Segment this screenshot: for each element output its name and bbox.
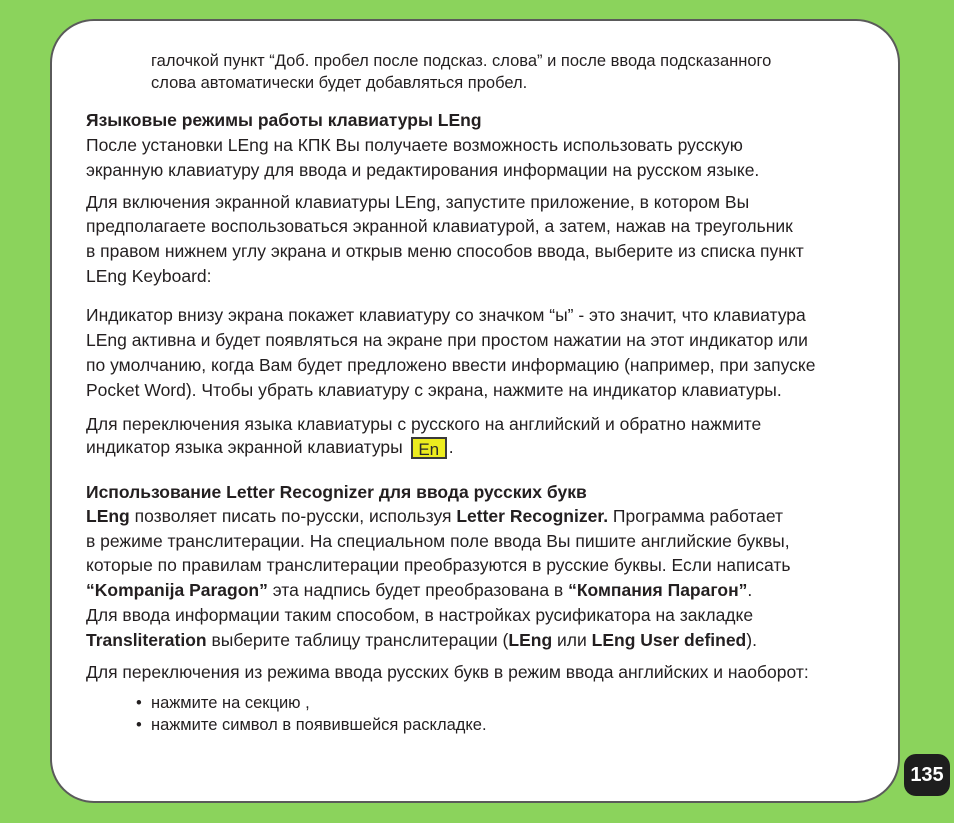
intro-line-1: галочкой пункт “Доб. пробел после подсказ. слова” и после ввода подсказанного <box>151 52 772 70</box>
text: эта надпись будет преобразована в <box>267 580 569 600</box>
list-item: • нажмите символ в появившейся раскладке. <box>136 716 487 734</box>
page-number: 135 <box>904 754 950 796</box>
bold-text: Transliteration <box>86 630 207 650</box>
section1-para3-line: по умолчанию, когда Вам будет предложено ввести информацию (например, при запуске <box>86 355 816 375</box>
language-indicator-icon: En <box>411 437 447 459</box>
section2-line-7: Для переключения из режима ввода русских букв в режим ввода английских и наоборот: <box>86 662 809 682</box>
section1-para2-line: LEng Keyboard: <box>86 266 212 286</box>
text: . <box>747 580 753 600</box>
section2-line-2: в режиме транслитерации. На специальном поле ввода Вы пишите английские буквы, <box>86 531 790 551</box>
text: выберите таблицу транслитерации ( <box>206 630 509 650</box>
para4-end: . <box>448 437 454 457</box>
section2-heading: Использование Letter Recognizer для ввода русских букв <box>86 482 587 502</box>
section1-para1-line: экранную клавиатуру для ввода и редактирования информации на русском языке. <box>86 160 760 180</box>
text: позволяет писать по-русски, используя <box>129 506 457 526</box>
section2-line-4 <box>86 578 752 603</box>
section1-para2-line: предполагаете воспользоваться экранной клавиатурой, а затем, нажав на треугольник <box>86 216 793 236</box>
intro-line-2: слова автоматически будет добавляться пробел. <box>151 74 528 92</box>
list-item-text: нажмите на секцию , <box>150 694 310 712</box>
para4-text: индикатор языка экранной клавиатуры <box>86 437 403 457</box>
list-item-text: нажмите символ в появившейся раскладке. <box>150 716 487 734</box>
section1-para3-line: Индикатор внизу экрана покажет клавиатуру со значком “ы” - это значит, что клавиатура <box>86 305 806 325</box>
section1-para1-line: После установки LEng на КПК Вы получаете возможность использовать русскую <box>86 135 743 155</box>
section1-para3-line: Pocket Word). Чтобы убрать клавиатуру с экрана, нажмите на индикатор клавиатуры. <box>86 380 782 400</box>
section2-line-5: Для ввода информации таким способом, в настройках русификатора на закладке <box>86 605 754 625</box>
section1-para2-line: Для включения экранной клавиатуры LEng, запустите приложение, в котором Вы <box>86 192 750 212</box>
bold-text: LEng <box>86 506 130 526</box>
bold-text: LEng <box>508 630 553 650</box>
bold-text: “Kompanija Paragon” <box>86 580 268 600</box>
section2-line-6 <box>86 628 757 653</box>
bold-text: “Компания Парагон” <box>568 580 748 600</box>
section1-para2-line: в правом нижнем углу экрана и открыв меню способов ввода, выберите из списка пункт <box>86 241 804 261</box>
section2-line-1 <box>86 504 783 529</box>
bold-text: LEng User defined <box>591 630 747 650</box>
text: Программа работает <box>608 506 784 526</box>
list-item: • нажмите на секцию , <box>136 694 310 712</box>
text: или <box>552 630 592 650</box>
text: ). <box>746 630 757 650</box>
section2-line-3: которые по правилам транслитерации преобразуются в русские буквы. Если написать <box>86 555 791 575</box>
section1-para4-line-1: Для переключения языка клавиатуры с русского на английский и обратно нажмите <box>86 414 762 434</box>
section1-heading: Языковые режимы работы клавиатуры LEng <box>86 110 482 130</box>
section1-para4-line-2 <box>86 435 454 460</box>
section1-para3-line: LEng активна и будет появляться на экране при простом нажатии на этот индикатор или <box>86 330 808 350</box>
bold-text: Letter Recognizer. <box>456 506 609 526</box>
